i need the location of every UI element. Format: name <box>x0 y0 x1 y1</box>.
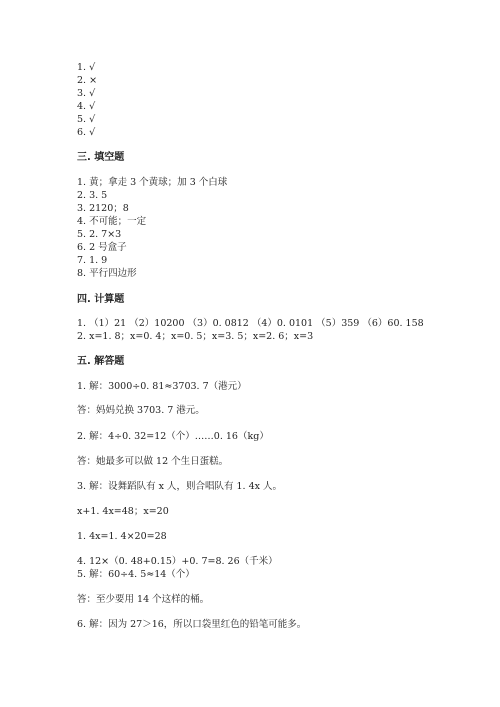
answer-line-2: 答：妈妈兑换 3703. 7 港元。 <box>77 405 205 416</box>
fill-answer-2: 2. 3. 5 <box>77 190 108 201</box>
fill-answer-3: 3. 2120；8 <box>77 203 129 214</box>
answer-line-5: 3. 解：设舞蹈队有 x 人，则合唱队有 1. 4x 人。 <box>77 481 283 492</box>
answer-line-8: 4. 12×（0. 48+0.15）+0. 7=8. 26（千米） <box>77 556 278 567</box>
judge-answer-6: 6. √ <box>77 127 96 138</box>
fill-answer-8: 8. 平行四边形 <box>77 268 137 279</box>
answer-line-10: 答：至少要用 14 个这样的桶。 <box>77 594 210 605</box>
section-heading-answer: 五. 解答题 <box>77 356 125 367</box>
fill-answer-4: 4. 不可能；一定 <box>77 216 147 227</box>
fill-answer-7: 7. 1. 9 <box>77 255 108 266</box>
answer-line-11: 6. 解：因为 27＞16，所以口袋里红色的铅笔可能多。 <box>77 619 307 630</box>
calc-answer-2: 2. x=1. 8；x=0. 4；x=0. 5；x=3. 5；x=2. 6；x=3 <box>77 331 314 342</box>
judge-answer-1: 1. √ <box>77 62 96 73</box>
section-heading-calc: 四. 计算题 <box>77 294 125 305</box>
answer-line-4: 答：她最多可以做 12 个生日蛋糕。 <box>77 456 229 467</box>
judge-answer-4: 4. √ <box>77 101 96 112</box>
fill-answer-5: 5. 2. 7×3 <box>77 229 122 240</box>
judge-answer-5: 5. √ <box>77 114 96 125</box>
answer-line-1: 1. 解：3000÷0. 81≈3703. 7（港元） <box>77 381 247 392</box>
judge-answer-2: 2. × <box>77 75 98 86</box>
answer-line-7: 1. 4x=1. 4×20=28 <box>77 531 167 542</box>
fill-answer-6: 6. 2 号盒子 <box>77 242 127 253</box>
answer-line-3: 2. 解：4÷0. 32=12（个）……0. 16（kg） <box>77 431 269 442</box>
section-heading-fill: 三. 填空题 <box>77 152 125 163</box>
fill-answer-1: 1. 黄；拿走 3 个黄球；加 3 个白球 <box>77 177 228 188</box>
judge-answer-3: 3. √ <box>77 88 96 99</box>
answer-line-6: x+1. 4x=48；x=20 <box>77 506 169 517</box>
calc-answer-1: 1. （1）21 （2）10200 （3）0. 0812 （4）0. 0101 （5）359 （6）60. 158 <box>77 318 424 329</box>
answer-line-9: 5. 解：60÷4. 5≈14（个） <box>77 569 195 580</box>
